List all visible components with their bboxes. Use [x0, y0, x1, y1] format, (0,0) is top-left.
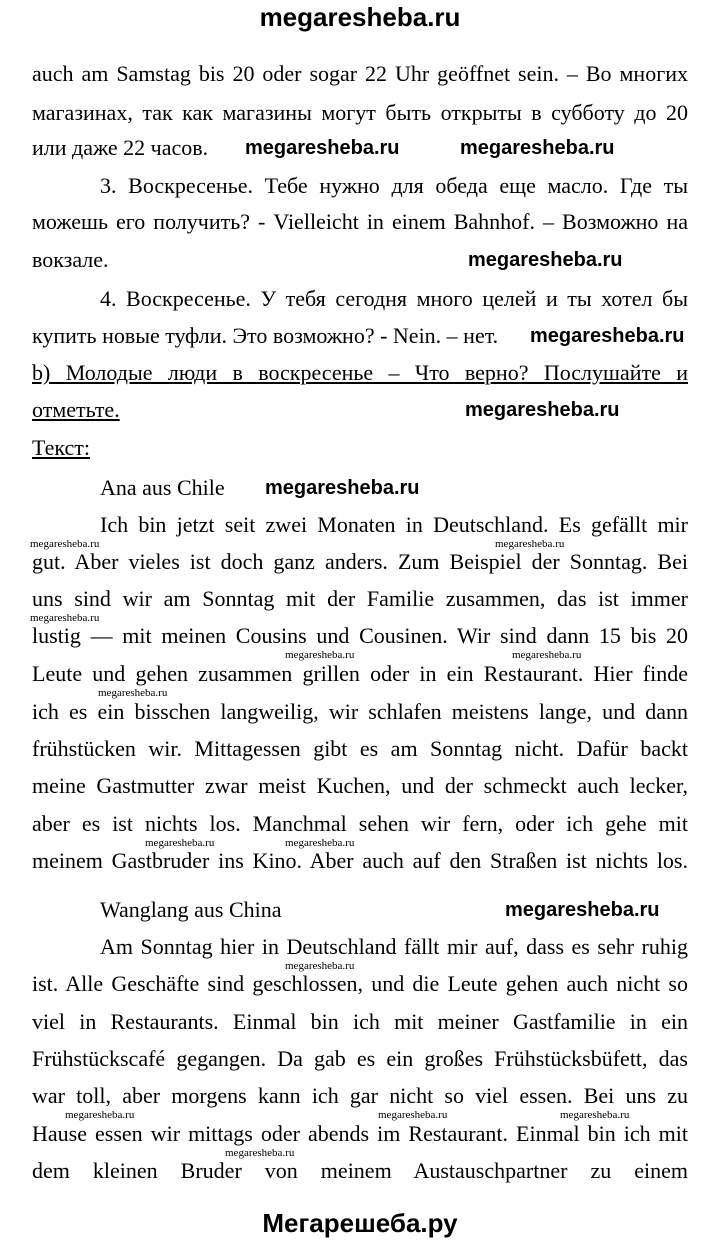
watermark: megaresheba.ru: [512, 649, 582, 661]
text-line: вокзале.: [32, 247, 109, 272]
text-line: frühstücken wir. Mittagessen gibt es am Sonntag nicht. Dafür backt: [32, 736, 688, 761]
section-heading: отметьте.: [32, 397, 120, 422]
watermark: megaresheba.ru: [30, 538, 100, 550]
text-line: 4. Воскресенье. У тебя сегодня много целей и ты хотел бы: [100, 286, 688, 311]
site-footer: Мегарешеба.ру: [262, 1208, 458, 1238]
section-heading: b) Молодые люди в воскресенье – Что верно? Послушайте и: [32, 360, 688, 385]
watermark: megaresheba.ru: [145, 837, 215, 849]
watermark: megaresheba.ru: [225, 1147, 295, 1159]
watermark: megaresheba.ru: [245, 137, 400, 159]
text-line: Hause essen wir mittags oder abends im Restaurant. Einmal bin ich mit: [32, 1121, 688, 1146]
text-line: lustig — mit meinen Cousins und Cousinen. Wir sind dann 15 bis 20: [32, 623, 688, 648]
text-line: Leute und gehen zusammen grillen oder in ein Restaurant. Hier finde: [32, 661, 688, 686]
text-line: uns sind wir am Sonntag mit der Familie zusammen, das ist immer: [32, 586, 688, 611]
text-label: Текст:: [32, 435, 90, 460]
text-line: можешь его получить? - Vielleicht in einem Bahnhof. – Возможно на: [32, 209, 688, 234]
text-line: auch am Samstag bis 20 oder sogar 22 Uhr geöffnet sein. – Во многих: [32, 61, 688, 86]
watermark: megaresheba.ru: [495, 538, 565, 550]
site-header: megaresheba.ru: [259, 2, 461, 32]
story-title: Ana aus Chile: [100, 475, 225, 500]
text-line: meinem Gastbruder ins Kino. Aber auch auf den Straßen ist nichts los.: [32, 848, 688, 873]
text-line: ist. Alle Geschäfte sind geschlossen, und die Leute gehen auch nicht so: [32, 971, 688, 996]
text-line: Frühstückscafé gegangen. Da gab es ein großes Frühstücksbüfett, das: [32, 1046, 688, 1071]
watermark: megaresheba.ru: [285, 649, 355, 661]
text-line: gut. Aber vieles ist doch ganz anders. Zum Beispiel der Sonntag. Bei: [32, 549, 688, 574]
watermark: megaresheba.ru: [505, 899, 660, 921]
watermark: megaresheba.ru: [65, 1109, 135, 1121]
watermark: megaresheba.ru: [378, 1109, 448, 1121]
text-line: ich es ein bisschen langweilig, wir schlafen meistens lange, und dann: [32, 699, 688, 724]
text-line: 3. Воскресенье. Тебе нужно для обеда еще масло. Где ты: [100, 173, 688, 198]
text-line: магазинах, так как магазины могут быть открыты в субботу до 20: [32, 100, 688, 125]
watermark: megaresheba.ru: [465, 399, 620, 421]
text-line: dem kleinen Bruder von meinem Austauschpartner zu einem: [32, 1158, 688, 1183]
watermark: megaresheba.ru: [265, 477, 420, 499]
story-title: Wanglang aus China: [100, 897, 282, 922]
text-line: meine Gastmutter zwar meist Kuchen, und der schmeckt auch lecker,: [32, 773, 688, 798]
watermark: megaresheba.ru: [98, 687, 168, 699]
text-line: aber es ist nichts los. Manchmal sehen wir fern, oder ich gehe mit: [32, 811, 688, 836]
watermark: megaresheba.ru: [560, 1109, 630, 1121]
watermark: megaresheba.ru: [285, 837, 355, 849]
text-line: war toll, aber morgens kann ich gar nicht so viel essen. Bei uns zu: [32, 1083, 688, 1108]
watermark: megaresheba.ru: [468, 249, 623, 271]
text-line: или даже 22 часов.: [32, 135, 209, 160]
text-line: Am Sonntag hier in Deutschland fällt mir auf, dass es sehr ruhig: [100, 934, 688, 959]
watermark: megaresheba.ru: [460, 137, 615, 159]
watermark: megaresheba.ru: [530, 325, 685, 347]
text-line: Ich bin jetzt seit zwei Monaten in Deutschland. Es gefällt mir: [100, 512, 688, 537]
text-line: купить новые туфли. Это возможно? - Nein. – нет.: [32, 323, 499, 348]
watermark: megaresheba.ru: [285, 960, 355, 972]
text-line: viel in Restaurants. Einmal bin ich mit meiner Gastfamilie in ein: [32, 1009, 688, 1034]
watermark: megaresheba.ru: [30, 612, 100, 624]
